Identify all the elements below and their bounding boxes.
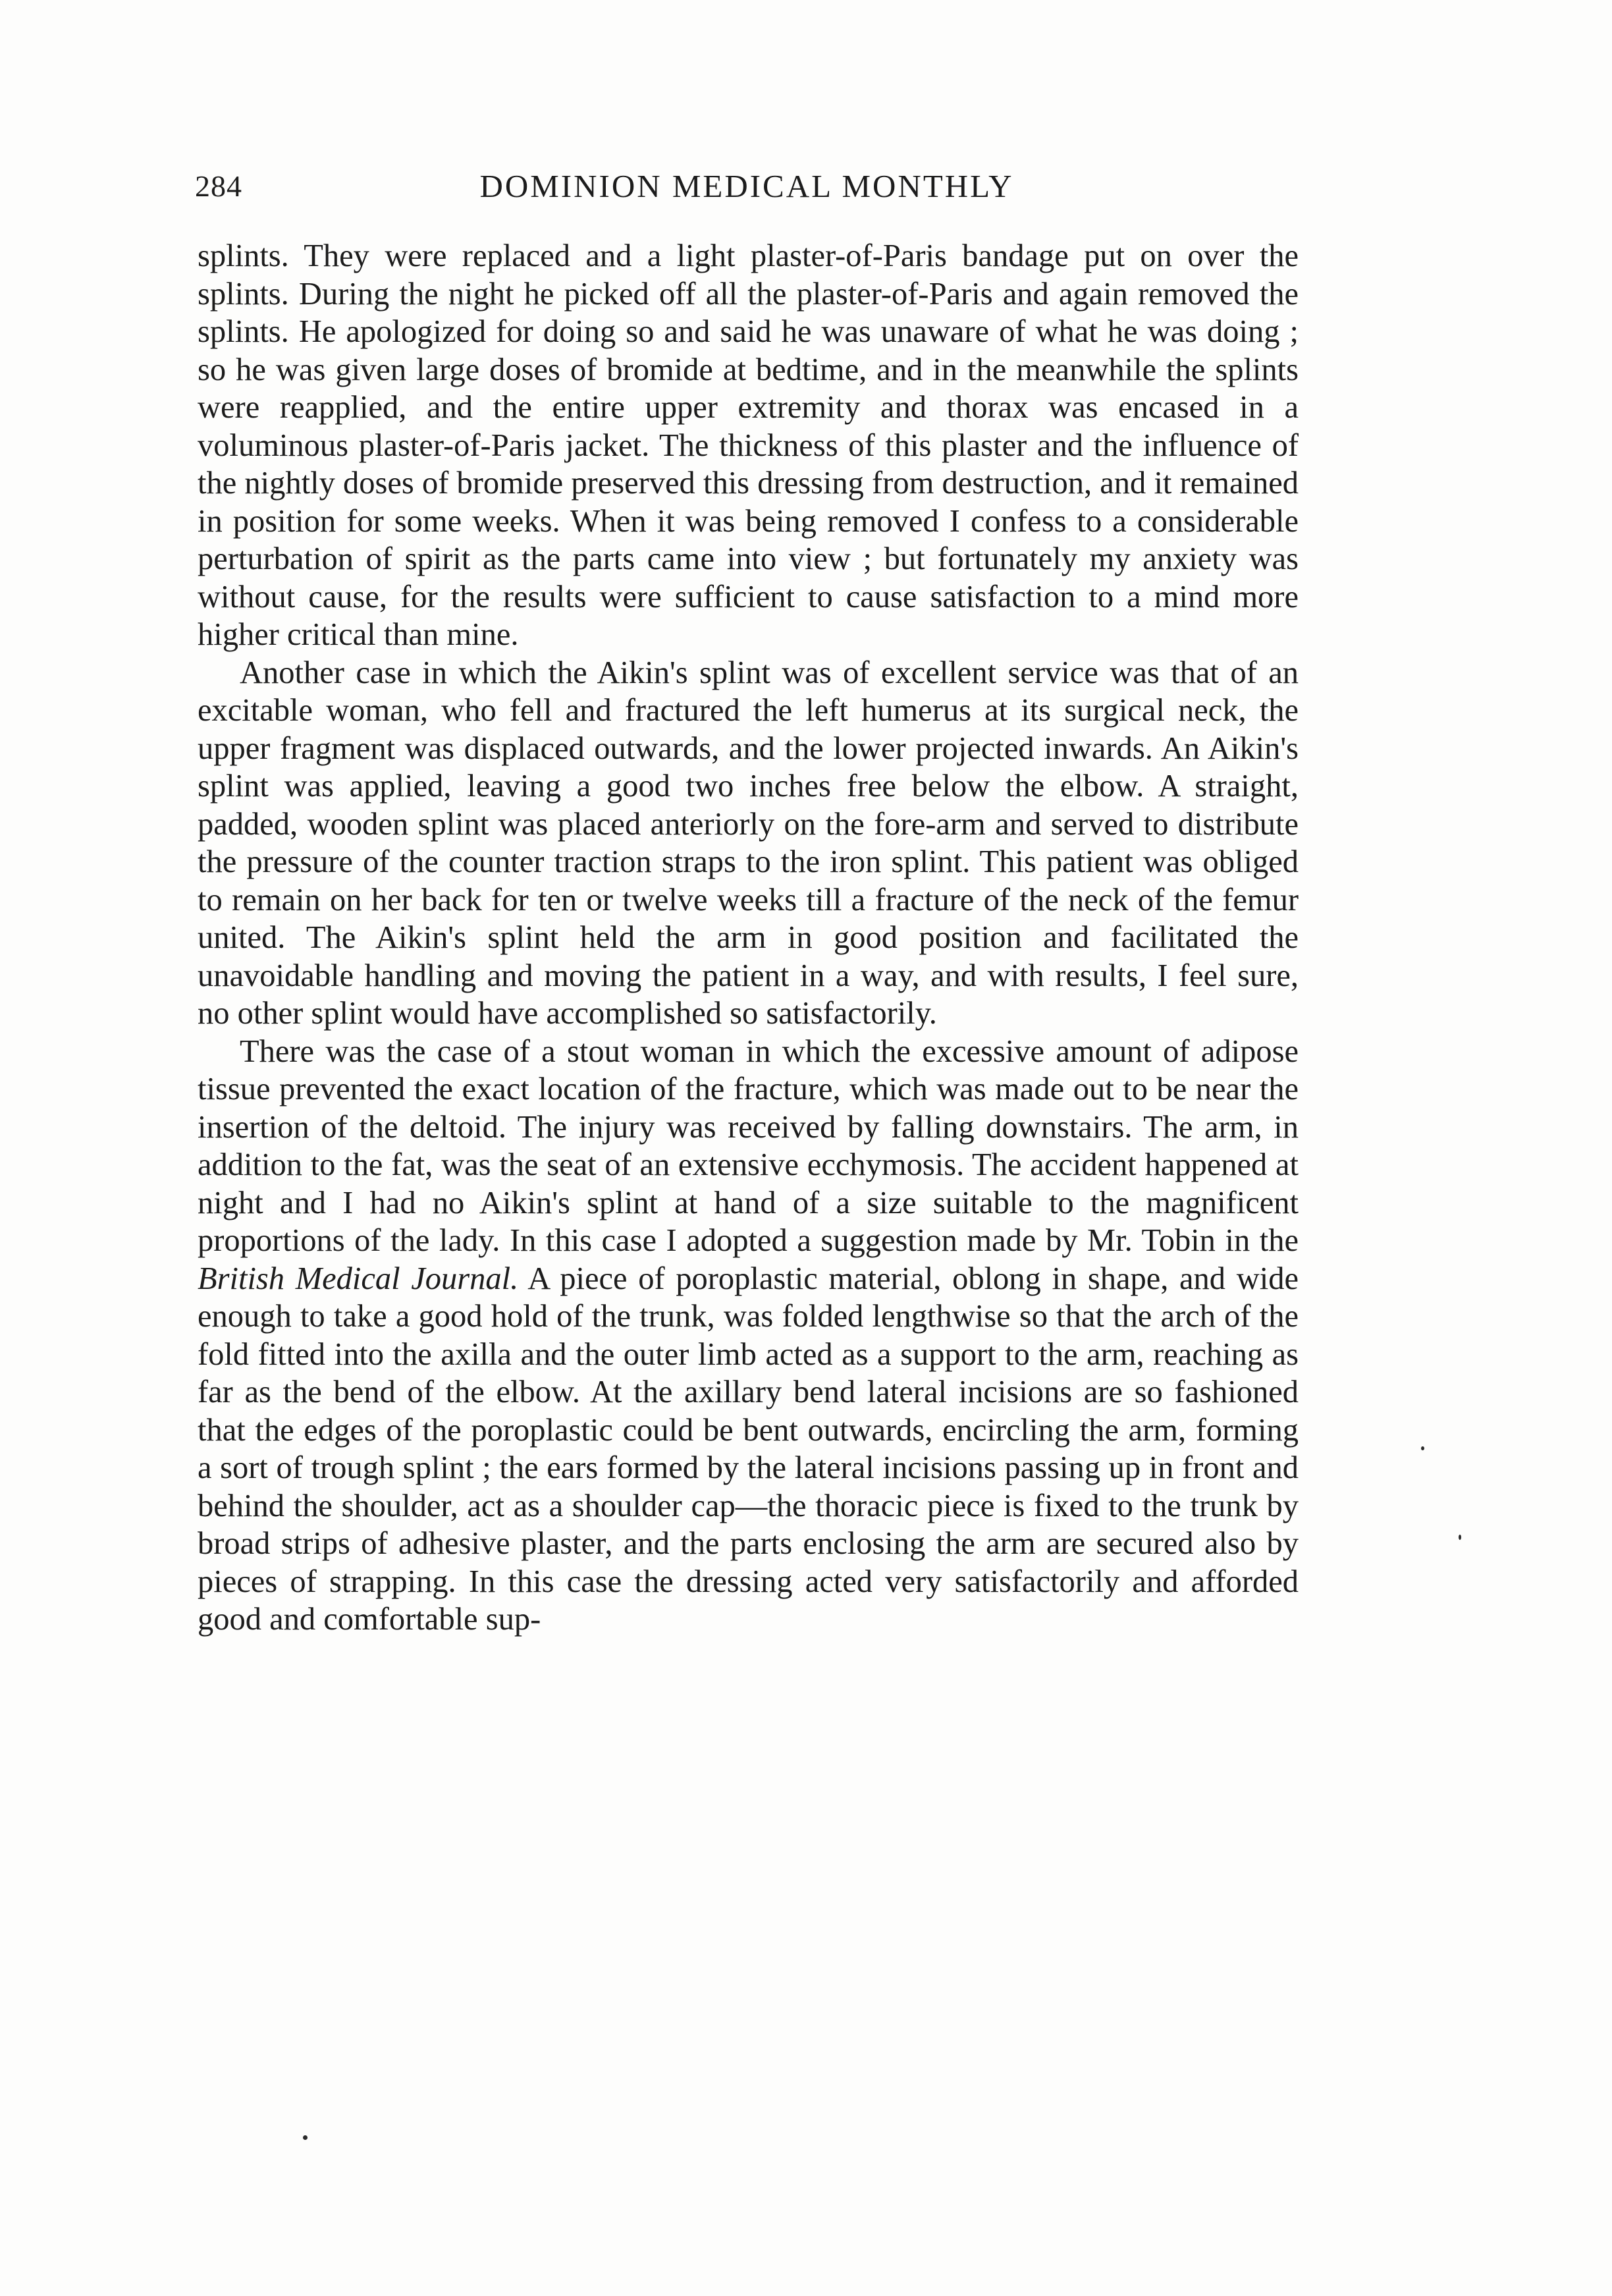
paragraph-stout-woman-case (198, 1033, 1299, 1639)
article-body (198, 237, 1299, 1639)
paragraph-text-after-journal: A piece of poroplastic material, oblong in shape, and wide enough to take a good hold of the trunk, was folded lengthwise so that the arch of the fold fitted into the axilla and the outer limb acted as a support to the arm, reaching as far as the bend of the elbow. At the axillary bend lateral incisions are so fashioned that the edges of the poroplastic could be bent outwards, encircling the arm, forming a sort of trough splint ; the ears formed by the lateral incisions passing up in front and behind the shoulder, act as a shoulder cap—the thoracic piece is fixed to the trunk by broad strips of adhesive plaster, and the parts enclosing the arm are secured also by pieces of strapping. In this case the dressing acted very satisfactorily and afforded good and comfortable sup- (198, 1261, 1299, 1637)
journal-title: British Medical Journal. (198, 1261, 519, 1296)
print-speck (1459, 1535, 1461, 1540)
print-speck (303, 2135, 308, 2140)
page-header (195, 163, 1299, 209)
print-speck (1421, 1446, 1424, 1450)
paragraph-text-before-journal: There was the case of a stout woman in which the excessive amount of adipose tissue prevented the exact location of the fracture, which was made out to be near the insertion of the deltoid. The injury was received by falling downstairs. The arm, in addition to the fat, was the seat of an extensive ecchymosis. The accident happened at night and I had no Aikin's splint at hand of a size suitable to the magnificent proportions of the lady. In this case I adopted a suggestion made by Mr. Tobin in the (198, 1033, 1299, 1258)
running-head: DOMINION MEDICAL MONTHLY (479, 168, 1014, 204)
paragraph-aikin-splint-case: Another case in which the Aikin's splint was of excellent service was that of an excitable woman, who fell and fractured the left humerus at its surgical neck, the upper fragment was displaced outwards, and the lower projected inwards. An Aikin's splint was applied, leaving a good two inches free below the elbow. A straight, padded, wooden splint was placed anteriorly on the fore-arm and served to distribute the pressure of the counter traction straps to the iron splint. This patient was obliged to remain on her back for ten or twelve weeks till a fracture of the neck of the femur united. The Aikin's splint held the arm in good position and facilitated the unavoidable handling and moving the patient in a way, and with results, I feel sure, no other splint would have accomplished so satisfactorily. (198, 655, 1299, 1031)
paragraph-continued: splints. They were replaced and a light plaster-of-Paris bandage put on over the splints. During the night he picked off all the plaster-of-Paris and again removed the splints. He apologized for doing so and said he was unaware of what he was doing ; so he was given large doses of bromide at bedtime, and in the meanwhile the splints were reapplied, and the entire upper extremity and thorax was encased in a voluminous plaster-of-Paris jacket. The thickness of this plaster and the influence of the nightly doses of bromide preserved this dressing from destruction, and it remained in position for some weeks. When it was being removed I confess to a considerable perturbation of spirit as the parts came into view ; but fortunately my anxiety was without cause, for the results were sufficient to cause satisfaction to a mind more higher critical than mine. (198, 238, 1299, 652)
page-number: 284 (195, 169, 242, 203)
